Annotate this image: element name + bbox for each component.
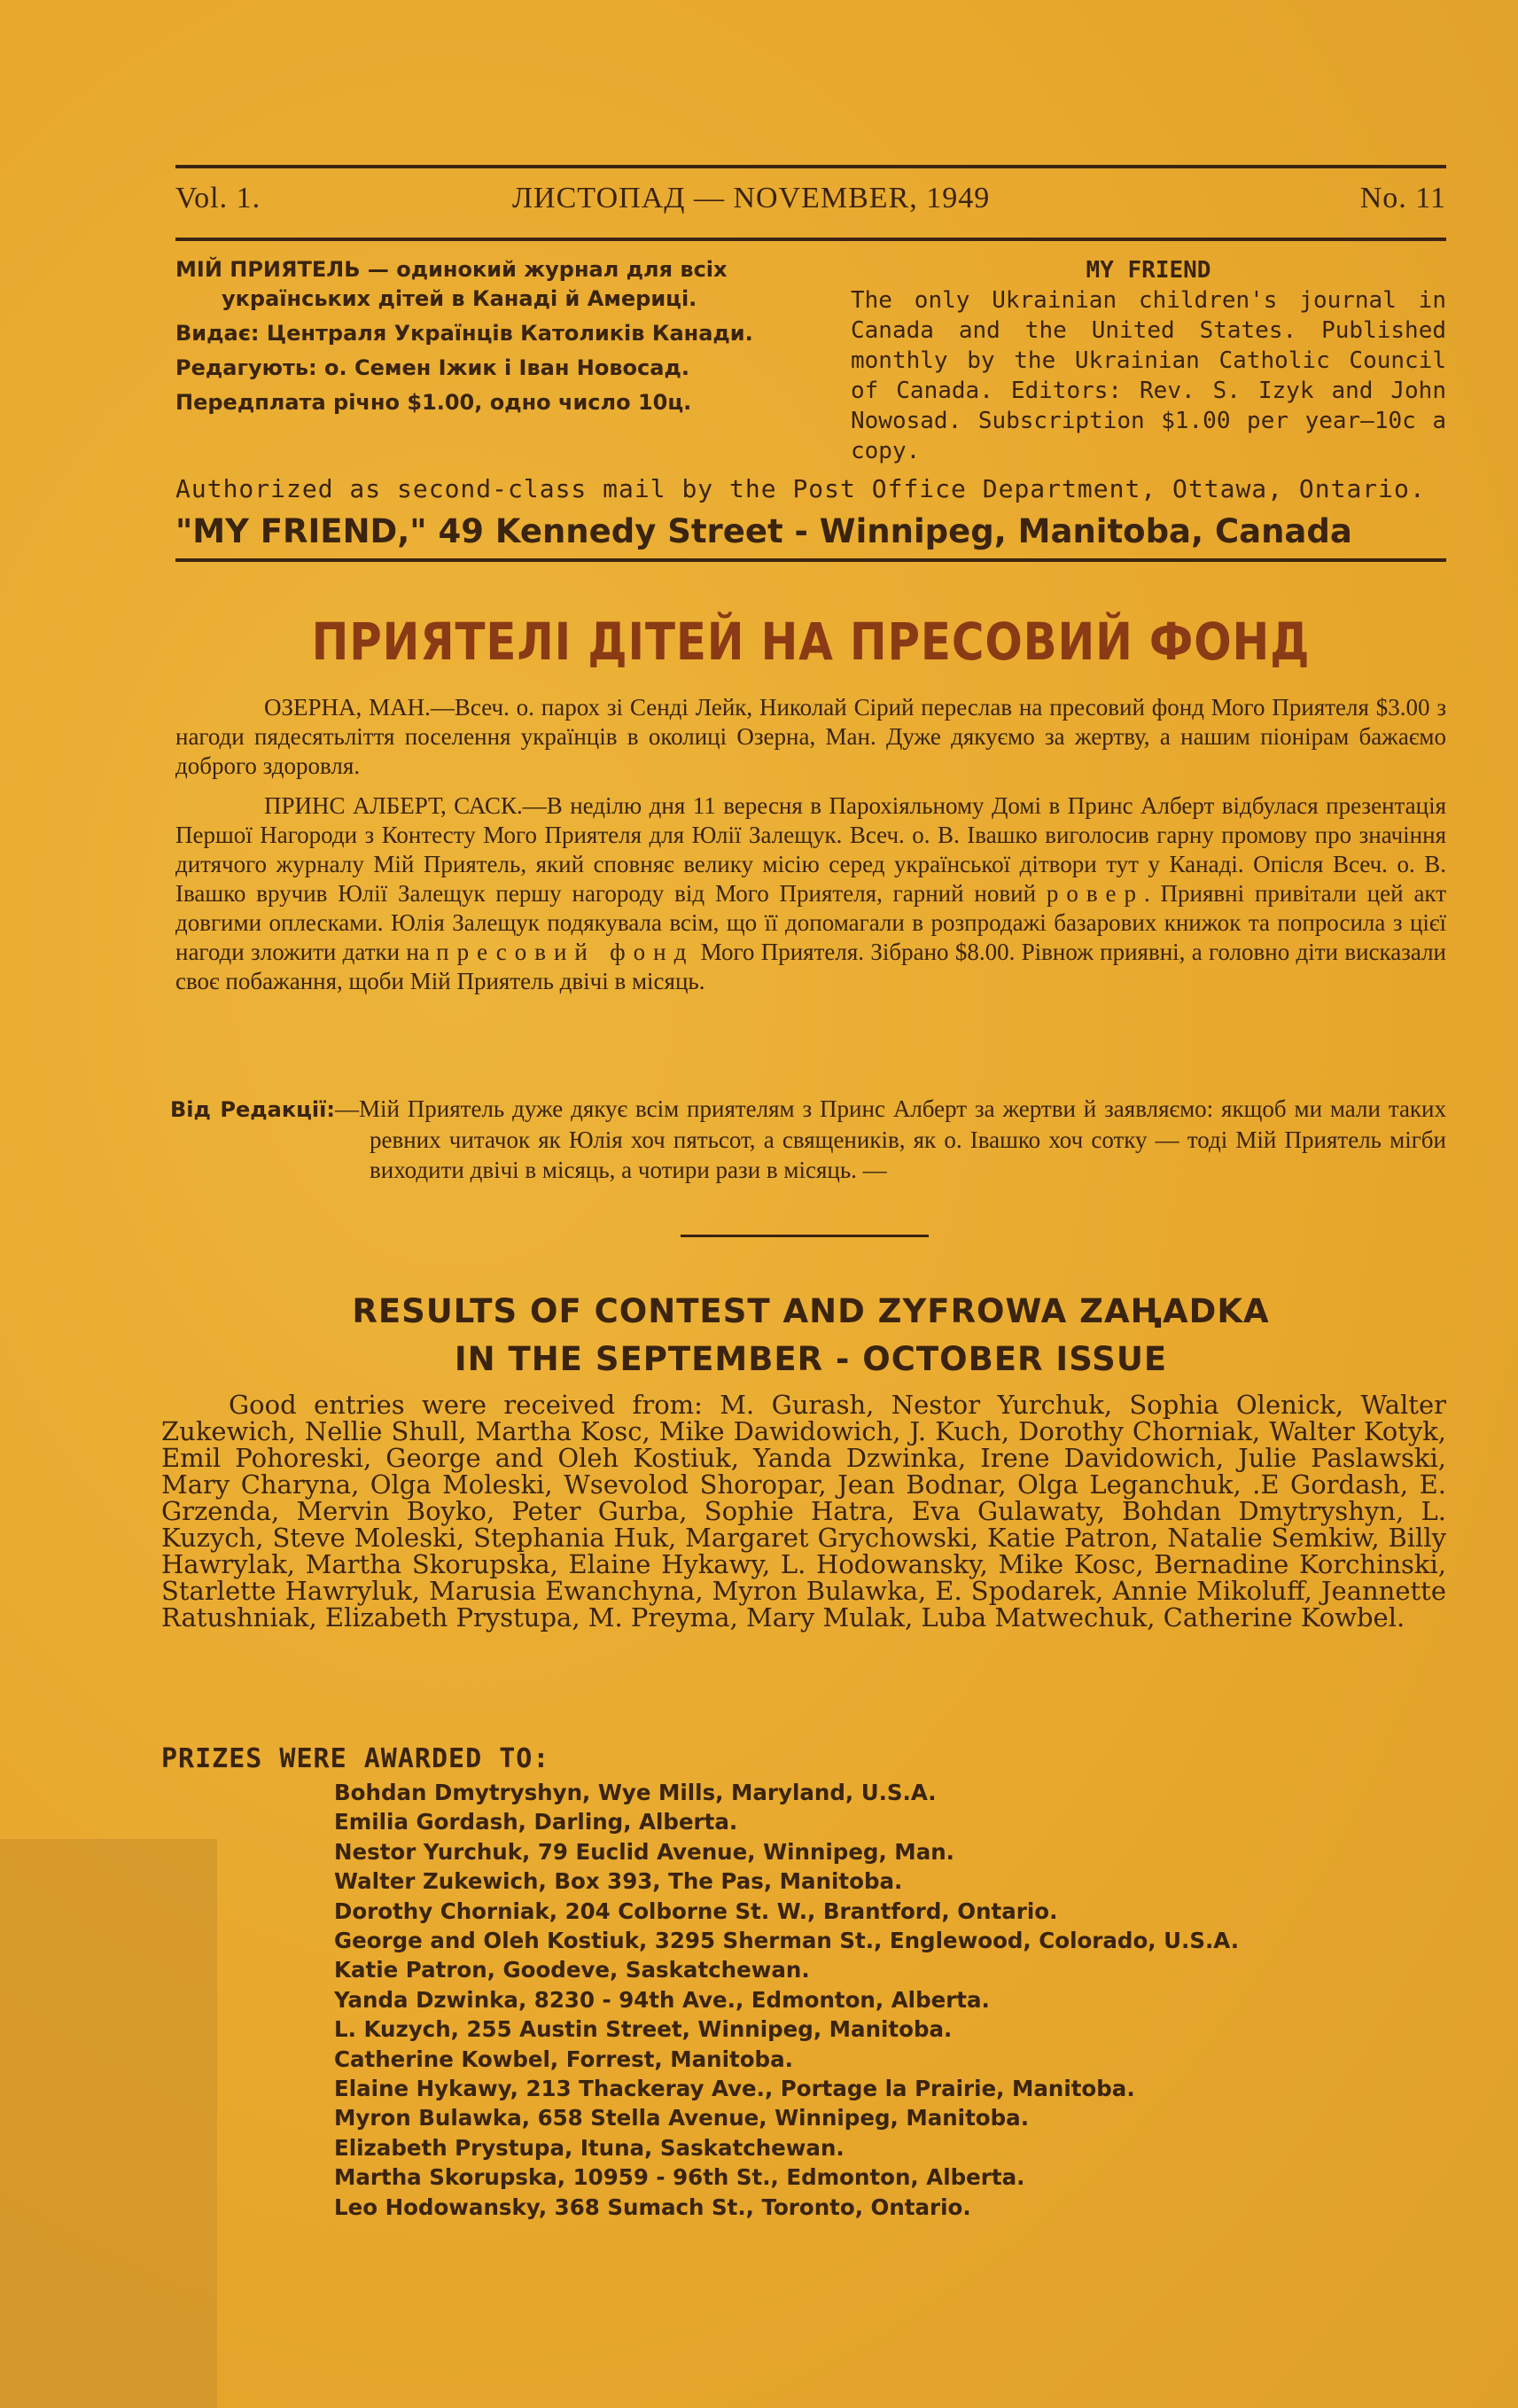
issue-number: No. 11 xyxy=(1359,182,1446,214)
info-uk-line: Видає: Централя Українців Католиків Канади. xyxy=(175,321,753,346)
article-paragraph: ОЗЕРНА, МАН.—Всеч. о. парох зі Сенді Лейк, Николай Сірий переслав на пресовий фонд Мого Приятеля $3.00 з нагоди пядесятьліття поселення українців в околиці Озерна, Ман. Дуже дякуємо за жертву, а нашим піонірам бажаємо доброго здоровля. xyxy=(175,694,1446,779)
info-uk-line: Редагують: о. Семен Іжик і Іван Новосад. xyxy=(175,355,689,380)
info-en-title: MY FRIEND xyxy=(1086,257,1211,284)
winner-item: Catherine Kowbel, Forrest, Manitoba. xyxy=(334,2046,793,2072)
info-ukrainian xyxy=(175,255,771,423)
info-en-line: Subscription $1.00 per year—10c a copy. xyxy=(851,408,1447,464)
authorization-line: Authorized as second-class mail by the Post Office Department, Ottawa, Ontario. xyxy=(175,474,1426,503)
section-divider xyxy=(681,1235,929,1237)
top-rule xyxy=(175,165,1446,168)
info-english xyxy=(851,255,1446,466)
winner-item: Elaine Hykawy, 213 Thackeray Ave., Portage la Prairie, Manitoba. xyxy=(334,2076,1135,2102)
volume: Vol. 1. xyxy=(175,182,261,214)
issue-date: ЛИСТОПАД — NOVEMBER, 1949 xyxy=(512,182,991,214)
winner-item: Martha Skorupska, 10959 - 96th St., Edmonton, Alberta. xyxy=(334,2164,1025,2191)
article-paragraph: ПРИНС АЛБЕРТ, САСК.—В неділю дня 11 вересня в Парохіяльному Домі в Принс Алберт відбулася презентація Першої Нагороди з Контесту Мого Приятеля для Юлії Залещук. Всеч. о. В. Івашко виголосив гарну промову про значіння дитячого журналу Мій Приятель, який сповняє велику місію серед української дітвори тут у Канаді. Опісля Всеч. о. В. Івашко вручив Юлії Залещук першу нагороду від Мого Приятеля, гарний новий ровер. Приявні привітали цей акт довгими оплесками. Юлія Залещук подякувала всім, що її допомагали в розпродажі базарових книжок та попросила з цієї нагоди зложити датки на пресовий фонд Мого Приятеля. Зібрано $8.00. Рівнож приявні, а головно діти висказали своє побажання, щоби Мій Приятель двічі в місяць. xyxy=(175,792,1447,994)
headline: ПРИЯТЕЛІ ДІТЕЙ НА ПРЕСОВИЙ ФОНД xyxy=(311,612,1311,672)
winner-item: Emilia Gordash, Darling, Alberta. xyxy=(334,1809,738,1835)
info-en-line: Published monthly by the Ukrainian Catholic Council of Canada. xyxy=(851,317,1447,404)
winner-item: Katie Patron, Goodeve, Saskatchewan. xyxy=(334,1957,810,1983)
winner-item: Leo Hodowansky, 368 Sumach St., Toronto, Ontario. xyxy=(334,2194,971,2220)
results-title: RESULTS OF CONTEST AND ZYFROWA ZAҢADKA xyxy=(352,1292,1270,1330)
entries-list: Good entries were received from: M. Gurash, Nestor Yurchuk, Sophia Olenick, Walter Zukewich, Nellie Shull, Martha Kosc, Mike Dawidowich, J. Kuch, Dorothy Chorniak, Walter Kotyk, Emil Pohoreski, George and Oleh Kostiuk, Yanda Dzwinka, Irene Davidowich, Julie Paslawski, Mary Charyna, Olga Moleski, Wsevolod Shoropar, Jean Bodnar, Olga Leganchuk, .E Gordash, E. Grzenda, Mervin Boyko, Peter Gurba, Sophie Hatra, Eva Gulawaty, Bohdan Dmytryshyn, L. Kuzych, Steve Moleski, Stephania Huk, Margaret Grychowski, Katie Patron, Natalie Semkiw, Billy Hawrylak, Martha Skorupska, Elaine Hykawy, L. Hodowansky, Mike Kosc, Bernadine Korchinski, Starlette Hawryluk, Marusia Ewanchyna, Myron Bulawka, E. Spodarek, Annie Mikoluff, Jeannette Ratushniak, Elizabeth Prystupa, M. Preyma, Mary Mulak, Luba Matwechuk, Catherine Kowbel. xyxy=(161,1390,1446,1633)
winner-item: Yanda Dzwinka, 8230 - 94th Ave., Edmonton, Alberta. xyxy=(334,1986,990,2013)
winner-item: Elizabeth Prystupa, Ituna, Saskatchewan. xyxy=(334,2134,845,2161)
info-uk-line: МІЙ ПРИЯТЕЛЬ — одинокий журнал для всіх українських дітей в Канаді й Америці. xyxy=(175,257,728,311)
winners-list xyxy=(334,1778,1446,2222)
winner-item: Walter Zukewich, Box 393, The Pas, Manitoba. xyxy=(334,1868,903,1895)
winner-item: Bohdan Dmytryshyn, Wye Mills, Maryland, U.S.A. xyxy=(334,1780,937,1805)
info-en-line: The only Ukrainian children's journal in Canada and the United States. xyxy=(851,287,1446,344)
results-subtitle: IN THE SEPTEMBER - OCTOBER ISSUE xyxy=(454,1340,1168,1378)
info-uk-line: Передплата річно $1.00, одно число 10ц. xyxy=(175,390,692,415)
masthead-rule xyxy=(175,238,1446,241)
winner-item: Dorothy Chorniak, 204 Colborne St. W., Brantford, Ontario. xyxy=(334,1898,1058,1924)
editor-label: Від Редакції: xyxy=(170,1097,335,1122)
winner-item: George and Oleh Kostiuk, 3295 Sherman St., Englewood, Colorado, U.S.A. xyxy=(334,1928,1240,1954)
editor-note xyxy=(170,1094,1446,1185)
header-bottom-rule xyxy=(175,558,1446,562)
winner-item: Nestor Yurchuk, 79 Euclid Avenue, Winnipeg, Man. xyxy=(334,1838,954,1865)
winner-item: Myron Bulawka, 658 Stella Avenue, Winnipeg, Manitoba. xyxy=(334,2105,1029,2131)
editor-text: —Мій Приятель дуже дякує всім приятелям з Принс Алберт за жертви й заявляємо: якщоб ми мали таких ревних читачок як Юлія хоч пятьсот, а священиків, як о. Івашко хоч сотку — тоді Мій Приятель мігби виходити двічі в місяць, а чотири рази в місяць. — xyxy=(334,1095,1446,1183)
article-body xyxy=(175,693,1446,1007)
paper-stain xyxy=(0,1839,217,2408)
spaced-word: ровер xyxy=(1046,880,1144,907)
spaced-word: пресовий фонд xyxy=(436,939,695,965)
info-en-line: Editors: Rev. S. Izyk and John Nowosad. xyxy=(851,378,1446,434)
address-line: "MY FRIEND," 49 Kennedy Street - Winnipeg, Manitoba, Canada xyxy=(175,512,1352,550)
winner-item: L. Kuzych, 255 Austin Street, Winnipeg, Manitoba. xyxy=(334,2016,953,2043)
prizes-title: PRIZES WERE AWARDED TO: xyxy=(161,1743,550,1774)
